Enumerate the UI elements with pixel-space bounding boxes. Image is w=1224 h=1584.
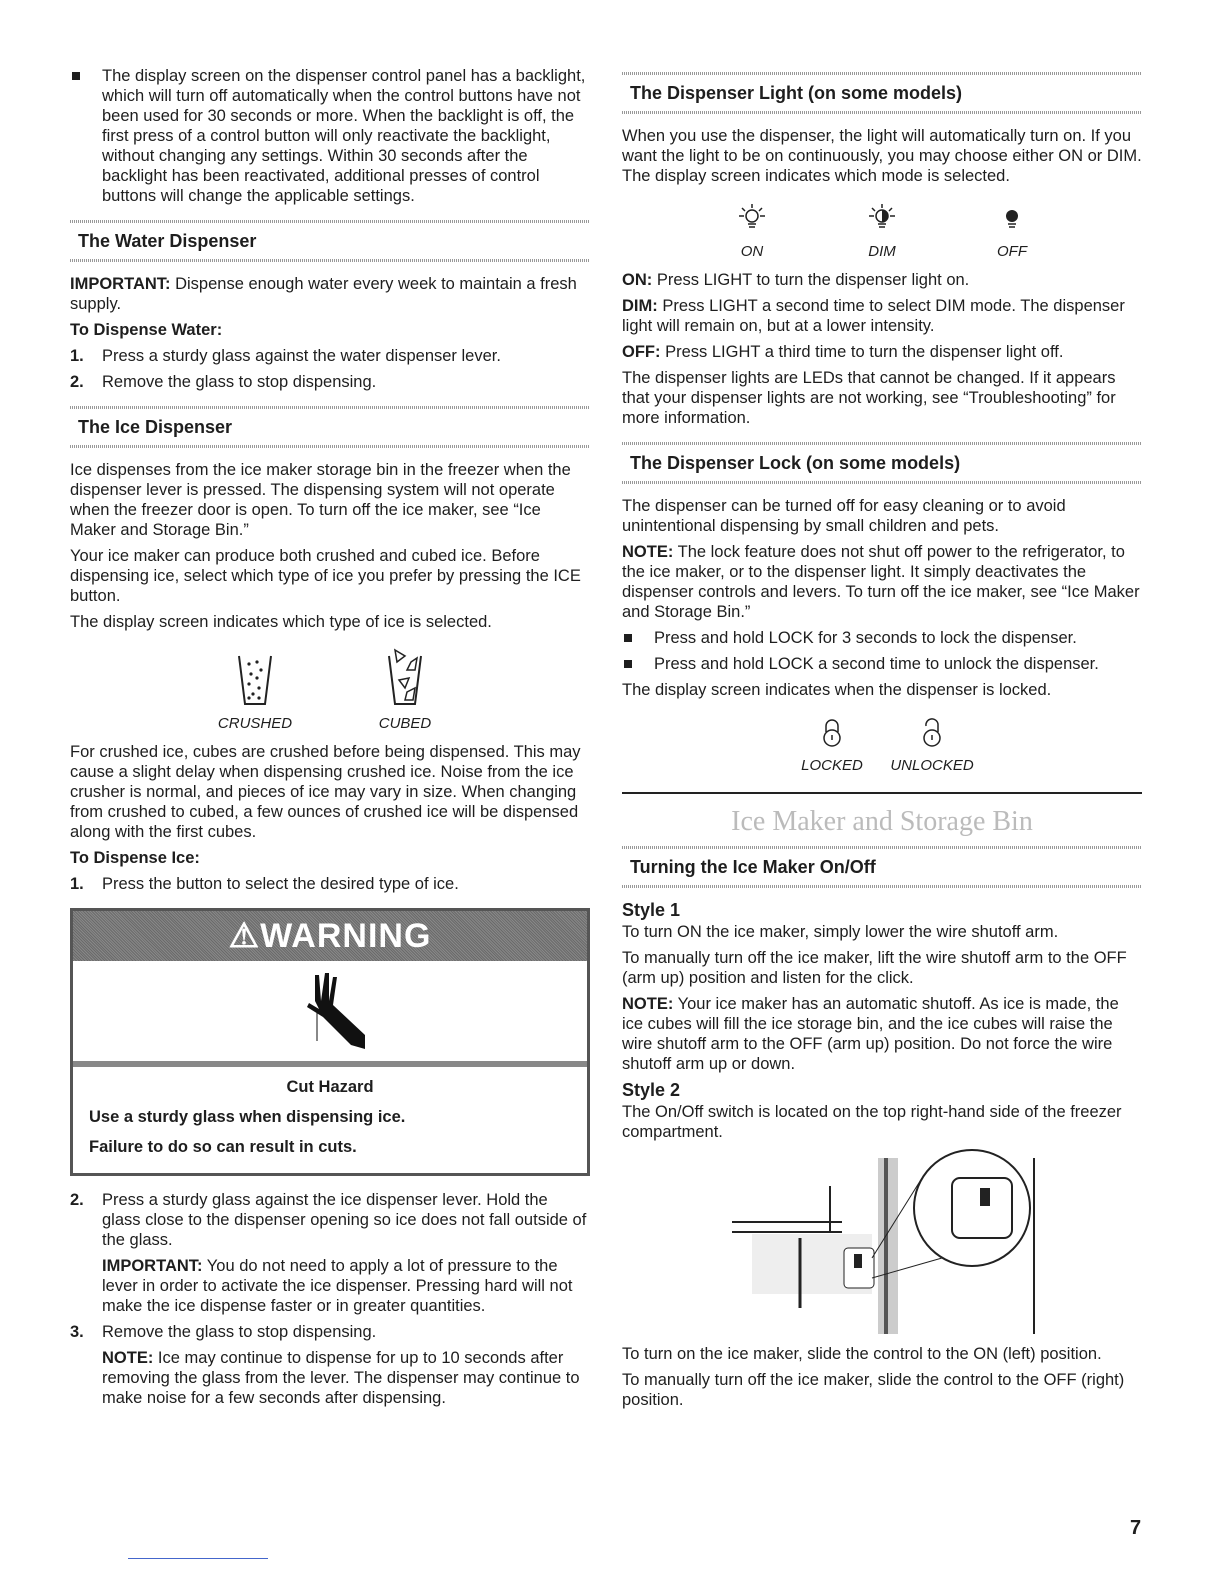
paragraph: To turn ON the ice maker, simply lower the wire shutoff arm. bbox=[622, 923, 1059, 941]
paragraph: The dispenser can be turned off for easy cleaning or to avoid unintentional dispensing by small children and pets. bbox=[622, 497, 1066, 535]
right-column bbox=[622, 72, 1142, 1416]
paragraph: The display screen indicates which type of ice is selected. bbox=[70, 613, 492, 631]
paragraph: To manually turn off the ice maker, slide the control to the OFF (right) position. bbox=[622, 1371, 1125, 1409]
list-item: 3. Remove the glass to stop dispensing. NOTE: Ice may continue to dispense for up to 10 seconds after removing the glass from the lever. The dispenser may continue to make noise for a few seconds after dispensing. bbox=[70, 1323, 580, 1407]
ice-maker-switch-illustration bbox=[622, 1148, 1142, 1338]
left-column bbox=[70, 66, 590, 1414]
off-mode-text: OFF: Press LIGHT a third time to turn the dispenser light off. bbox=[622, 343, 1064, 361]
crushed-ice-icon bbox=[235, 648, 275, 708]
paragraph: To turn on the ice maker, slide the control to the ON (left) position. bbox=[622, 1345, 1102, 1363]
water-important: IMPORTANT: Dispense enough water every week to maintain a fresh supply. bbox=[70, 275, 577, 313]
warning-title: WARNING bbox=[260, 917, 432, 955]
ice-dispenser-header: The Ice Dispenser bbox=[70, 406, 590, 448]
light-dim-icon bbox=[867, 202, 897, 236]
lock-icons: LOCKED UNLOCKED bbox=[622, 716, 1142, 776]
light-on-icon bbox=[737, 202, 767, 236]
list-item: 2. Remove the glass to stop dispensing. bbox=[70, 373, 377, 391]
unlocked-icon bbox=[920, 716, 944, 750]
paragraph: The dispenser lights are LEDs that cannot be changed. If it appears that your dispenser lights are not working, see “Troubleshooting” for more information. bbox=[622, 369, 1116, 427]
lock-note: NOTE: The lock feature does not shut off power to the refrigerator, to the ice maker, or to the dispenser light. It simply deactivates the dispenser controls and levers. To turn off the ice maker, see “Ice Maker and Storage Bin.” bbox=[622, 543, 1140, 621]
ice-maker-onoff-header: Turning the Ice Maker On/Off bbox=[622, 846, 1142, 888]
backlight-bullet: The display screen on the dispenser control panel has a backlight, which will turn off automatically when the control buttons have not been used for 30 seconds or more. When the backlight is off, the first press of a control button will only reactivate the backlight, without changing any settings. Within 30 seconds after the backlight has been reactivated, additional presses of control buttons will change the applicable settings. bbox=[70, 66, 590, 206]
cubed-label: CUBED bbox=[378, 715, 432, 732]
footer-line bbox=[128, 1558, 268, 1559]
paragraph: For crushed ice, cubes are crushed before being dispensed. This may cause a slight delay when dispensing crushed ice. Noise from the ice crusher is normal, and pieces of ice may vary in size. When changing from crushed to cubed, a few ounces of crushed ice will be dispensed along with the first cubes. bbox=[70, 743, 581, 841]
warning-triangle-icon: ⚠ bbox=[228, 917, 261, 955]
paragraph: Ice dispenses from the ice maker storage bin in the freezer when the dispenser lever is pressed. The dispensing system will not operate when the freezer door is open. To turn off the ice maker, see “Ice Maker and Storage Bin.” bbox=[70, 461, 571, 539]
paragraph: Your ice maker can produce both crushed and cubed ice. Before dispensing ice, select which type of ice you prefer by pressing the ICE button. bbox=[70, 547, 581, 605]
warning-line: Failure to do so can result in cuts. bbox=[89, 1138, 357, 1156]
light-off-icon bbox=[997, 202, 1027, 236]
to-dispense-ice: To Dispense Ice: bbox=[70, 849, 200, 867]
water-dispenser-header: The Water Dispenser bbox=[70, 220, 590, 262]
list-item: Press and hold LOCK a second time to unlock the dispenser. bbox=[622, 654, 1142, 674]
dispenser-lock-header: The Dispenser Lock (on some models) bbox=[622, 442, 1142, 484]
icemaker-note: NOTE: Your ice maker has an automatic shutoff. As ice is made, the ice cubes will fill the ice storage bin, and the ice cubes will raise the wire shutoff arm to the OFF (arm up) position. Do not force the wire shutoff arm up or down. bbox=[622, 995, 1119, 1073]
style-2-heading: Style 2 bbox=[622, 1080, 681, 1100]
ice-type-icons bbox=[70, 648, 590, 734]
paragraph: When you use the dispenser, the light will automatically turn on. If you want the light to be on continuously, you may choose either ON or DIM. The display screen indicates which mode is selected. bbox=[622, 127, 1142, 185]
list-item: 1. Press a sturdy glass against the water dispenser lever. bbox=[70, 347, 501, 365]
warning-line: Use a sturdy glass when dispensing ice. bbox=[89, 1108, 406, 1126]
warning-box bbox=[70, 908, 590, 1176]
section-title: Ice Maker and Storage Bin bbox=[731, 806, 1033, 837]
paragraph: The On/Off switch is located on the top right-hand side of the freezer compartment. bbox=[622, 1103, 1122, 1141]
dispenser-light-header: The Dispenser Light (on some models) bbox=[622, 72, 1142, 114]
locked-icon bbox=[820, 716, 844, 750]
light-mode-icons: ON DIM OFF bbox=[622, 202, 1142, 262]
to-dispense-water: To Dispense Water: bbox=[70, 321, 223, 339]
section-divider bbox=[622, 792, 1142, 794]
list-item: 1. Press the button to select the desired type of ice. bbox=[70, 875, 459, 893]
list-item: Press and hold LOCK for 3 seconds to lock the dispenser. bbox=[622, 628, 1142, 648]
style-1-heading: Style 1 bbox=[622, 900, 681, 920]
on-mode-text: ON: Press LIGHT to turn the dispenser light on. bbox=[622, 271, 970, 289]
list-item: 2. Press a sturdy glass against the ice dispenser lever. Hold the glass close to the dispenser opening so ice does not fall outside of the glass. IMPORTANT: You do not need to apply a lot of pressure to the lever in order to activate the ice dispenser. Pressing hard will not make the ice dispense faster or in greater quantities. bbox=[70, 1191, 587, 1315]
cut-hand-icon bbox=[285, 971, 375, 1051]
hazard-title: Cut Hazard bbox=[286, 1078, 374, 1096]
crushed-label: CRUSHED bbox=[217, 715, 293, 732]
dim-mode-text: DIM: Press LIGHT a second time to select DIM mode. The dispenser light will remain on, but at a lower intensity. bbox=[622, 297, 1125, 335]
cubed-ice-icon bbox=[385, 648, 425, 708]
page-number: 7 bbox=[1130, 1517, 1142, 1539]
paragraph: The display screen indicates when the dispenser is locked. bbox=[622, 681, 1052, 699]
paragraph: To manually turn off the ice maker, lift the wire shutoff arm to the OFF (arm up) position and listen for the click. bbox=[622, 949, 1127, 987]
